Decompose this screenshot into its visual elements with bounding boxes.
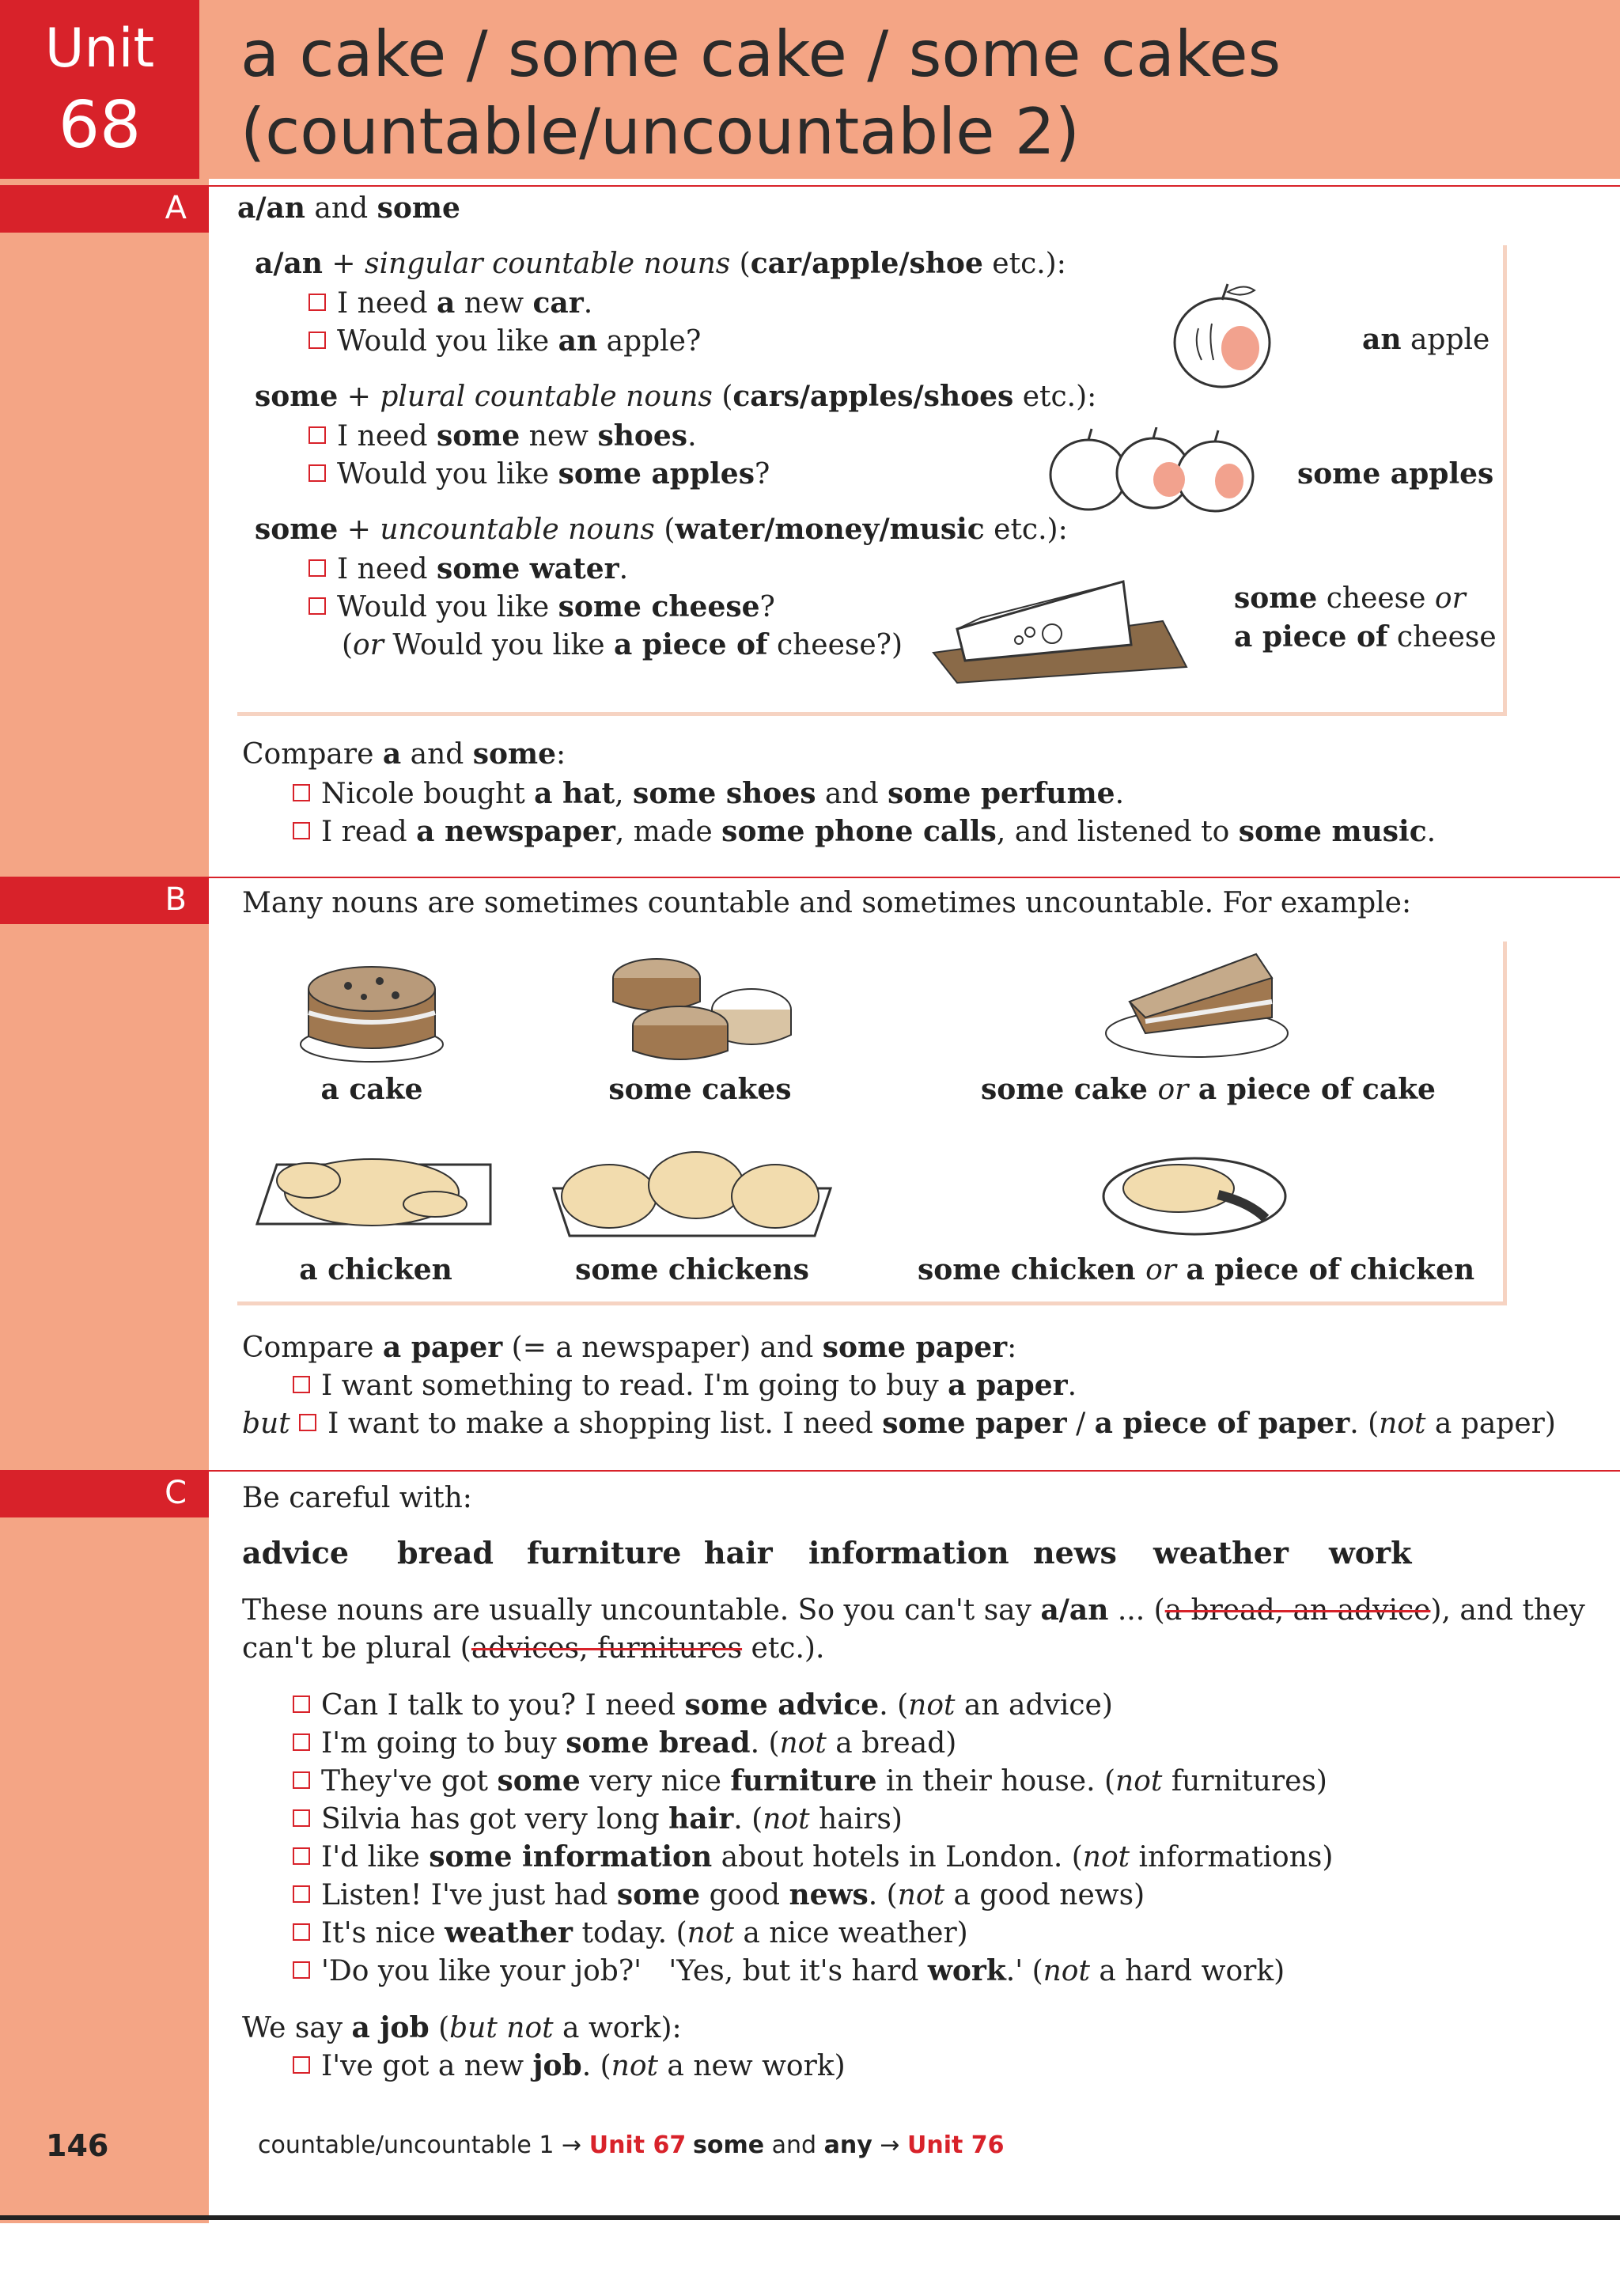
rule-plural: some + plural countable nouns (cars/apples/shoes etc.): xyxy=(255,380,1097,413)
example-line: Nicole bought a hat, some shoes and some perfume. xyxy=(293,777,1124,811)
page-title: a cake / some cake / some cakes xyxy=(240,17,1281,91)
example-line: I'm going to buy some bread. (not a bread) xyxy=(293,1726,956,1760)
section-marker-a: A xyxy=(0,185,209,233)
noun-weather: weather xyxy=(1153,1535,1289,1570)
cheese-caption-2: a piece of cheese xyxy=(1234,620,1497,654)
example-line: They've got some very nice furniture in their house. (not furnitures) xyxy=(293,1764,1327,1798)
example-line: I need some water. xyxy=(308,552,628,586)
example-line: Would you like some cheese? xyxy=(308,590,775,624)
compare-a-some: Compare a and some: xyxy=(242,737,566,771)
uncountable-note-1: These nouns are usually uncountable. So you can't say a/an ... (a bread, an advice), and they xyxy=(242,1593,1585,1627)
checkbox-icon xyxy=(308,597,326,615)
example-line: Silvia has got very long hair. (not hairs) xyxy=(293,1802,903,1836)
section-b-intro: Many nouns are sometimes countable and sometimes uncountable. For example: xyxy=(242,887,1412,919)
example-line: I'd like some information about hotels in London. (not informations) xyxy=(293,1840,1333,1874)
noun-news: news xyxy=(1033,1535,1117,1570)
cake-illustration xyxy=(293,949,451,1068)
example-line: 'Do you like your job?' 'Yes, but it's hard work.' (not a hard work) xyxy=(293,1954,1285,1988)
unit-badge xyxy=(0,0,199,179)
chickens-illustration xyxy=(546,1133,838,1240)
cakes-illustration xyxy=(601,946,799,1069)
checkbox-icon xyxy=(308,464,326,482)
checkbox-icon xyxy=(308,426,326,444)
example-line: Would you like some apples? xyxy=(308,457,770,491)
title-bar xyxy=(209,0,1620,179)
apples-caption: some apples xyxy=(1297,457,1494,491)
checkbox-icon xyxy=(293,784,310,801)
section-divider-b xyxy=(209,877,1620,878)
noun-furniture: furniture xyxy=(527,1535,682,1570)
arrow-right-icon: → xyxy=(880,2131,900,2159)
cross-reference-2[interactable]: some and any → Unit 76 xyxy=(693,2131,1005,2159)
section-marker-c: C xyxy=(0,1470,209,1517)
page-subtitle: (countable/uncountable 2) xyxy=(240,95,1081,169)
arrow-right-icon: → xyxy=(562,2131,582,2159)
caption-a-chicken: a chicken xyxy=(299,1253,452,1286)
example-line: I read a newspaper, made some phone calls, and listened to some music. xyxy=(293,815,1436,849)
caption-piece-of-cake: some cake or a piece of cake xyxy=(981,1073,1436,1106)
checkbox-icon xyxy=(293,822,310,839)
checkbox-icon xyxy=(293,1695,310,1713)
example-line: Can I talk to you? I need some advice. (not an advice) xyxy=(293,1688,1113,1722)
example-line: (or Would you like a piece of cheese?) xyxy=(342,628,903,661)
link-unit-76[interactable]: Unit 76 xyxy=(907,2131,1005,2159)
caption-some-cakes: some cakes xyxy=(608,1073,792,1106)
caption-some-chickens: some chickens xyxy=(575,1253,809,1286)
noun-hair: hair xyxy=(704,1535,773,1570)
unit-label: Unit xyxy=(44,17,155,80)
checkbox-icon xyxy=(293,1733,310,1751)
apple-caption: an apple xyxy=(1362,323,1490,356)
checkbox-icon xyxy=(293,2056,310,2074)
noun-bread: bread xyxy=(397,1535,494,1570)
section-a-heading: a/an and some xyxy=(237,191,460,225)
example-line: Listen! I've just had some good news. (not a good news) xyxy=(293,1878,1145,1912)
rule-uncountable: some + uncountable nouns (water/money/music etc.): xyxy=(255,513,1068,546)
noun-advice: advice xyxy=(242,1535,350,1570)
example-line: I've got a new job. (not a new work) xyxy=(293,2049,846,2083)
checkbox-icon xyxy=(308,559,326,577)
compare-paper: Compare a paper (= a newspaper) and some paper: xyxy=(242,1331,1017,1364)
example-line: but I want to make a shopping list. I need some paper / a piece of paper. (not a paper) xyxy=(242,1407,1556,1440)
example-line: I need some new shoes. xyxy=(308,419,697,453)
chicken-piece-illustration xyxy=(1100,1147,1289,1238)
section-divider-c xyxy=(209,1470,1620,1472)
cheese-caption-1: some cheese or xyxy=(1234,582,1466,615)
checkbox-icon xyxy=(293,1923,310,1941)
checkbox-icon xyxy=(308,294,326,311)
checkbox-icon xyxy=(293,1809,310,1827)
apples-illustration xyxy=(1043,427,1264,514)
checkbox-icon xyxy=(299,1414,316,1431)
uncountable-note-2: can't be plural (advices, furnitures etc.). xyxy=(242,1632,825,1665)
be-careful-heading: Be careful with: xyxy=(242,1482,472,1514)
checkbox-icon xyxy=(293,1376,310,1393)
example-line: I need a new car. xyxy=(308,286,592,320)
noun-information: information xyxy=(808,1535,1009,1570)
example-line: It's nice weather today. (not a nice weather) xyxy=(293,1916,968,1950)
cake-slice-illustration xyxy=(1098,946,1296,1065)
checkbox-icon xyxy=(293,1771,310,1789)
caption-a-cake: a cake xyxy=(320,1073,423,1106)
link-unit-67[interactable]: Unit 67 xyxy=(589,2131,687,2159)
example-line: I want something to read. I'm going to buy a paper. xyxy=(293,1369,1077,1403)
apple-illustration xyxy=(1155,281,1289,392)
unit-number: 68 xyxy=(58,88,142,163)
section-divider-a xyxy=(209,185,1620,187)
rule-singular: a/an + singular countable nouns (car/apple/shoe etc.): xyxy=(255,247,1066,280)
example-line: Would you like an apple? xyxy=(308,324,701,358)
checkbox-icon xyxy=(293,1885,310,1903)
bottom-rule xyxy=(0,2215,1620,2220)
section-marker-b: B xyxy=(0,877,209,924)
noun-work: work xyxy=(1329,1535,1412,1570)
sidebar-band xyxy=(0,0,209,2223)
job-note: We say a job (but not a work): xyxy=(242,2011,682,2044)
cross-reference-1[interactable]: countable/uncountable 1 → Unit 67 xyxy=(258,2131,687,2159)
page-number: 146 xyxy=(46,2128,109,2163)
cheese-illustration xyxy=(925,574,1194,684)
checkbox-icon xyxy=(293,1961,310,1979)
checkbox-icon xyxy=(308,332,326,349)
chicken-illustration xyxy=(253,1133,498,1240)
caption-piece-of-chicken: some chicken or a piece of chicken xyxy=(918,1253,1475,1286)
checkbox-icon xyxy=(293,1847,310,1865)
